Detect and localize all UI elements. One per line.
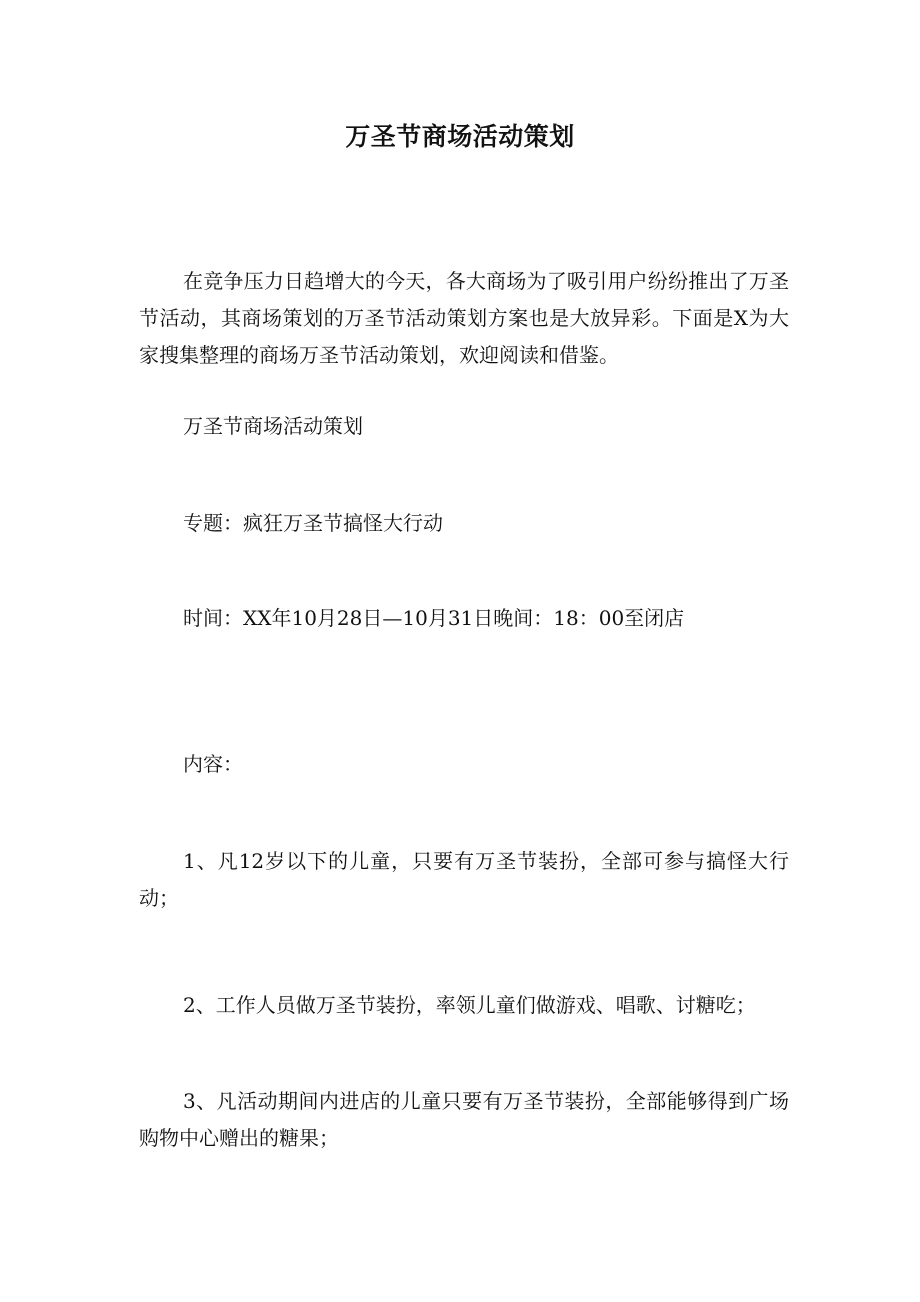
content-label: 内容：: [183, 752, 243, 776]
time-paragraph: 时间：XX年10月28日—10月31日晚间：18：00至闭店: [183, 606, 685, 630]
list-item: 1、凡12岁以下的儿童，只要有万圣节装扮，全部可参与搞怪大行动；: [139, 849, 789, 910]
list-item: 2、工作人员做万圣节装扮，率领儿童们做游戏、唱歌、讨糖吃；: [183, 993, 756, 1017]
list-item: 3、凡活动期间内进店的儿童只要有万圣节装扮，全部能够得到广场购物中心赠出的糖果；: [139, 1089, 789, 1150]
intro-paragraph: 在竞争压力日趋增大的今天，各大商场为了吸引用户纷纷推出了万圣节活动，其商场策划的万圣节活动策划方案也是大放异彩。下面是X为大家搜集整理的商场万圣节活动策划，欢迎阅读和借鉴。: [139, 269, 789, 367]
subtitle-paragraph: 万圣节商场活动策划: [183, 414, 363, 438]
topic-paragraph: 专题：疯狂万圣节搞怪大行动: [183, 511, 443, 535]
document-title: 万圣节商场活动策划: [345, 122, 575, 151]
